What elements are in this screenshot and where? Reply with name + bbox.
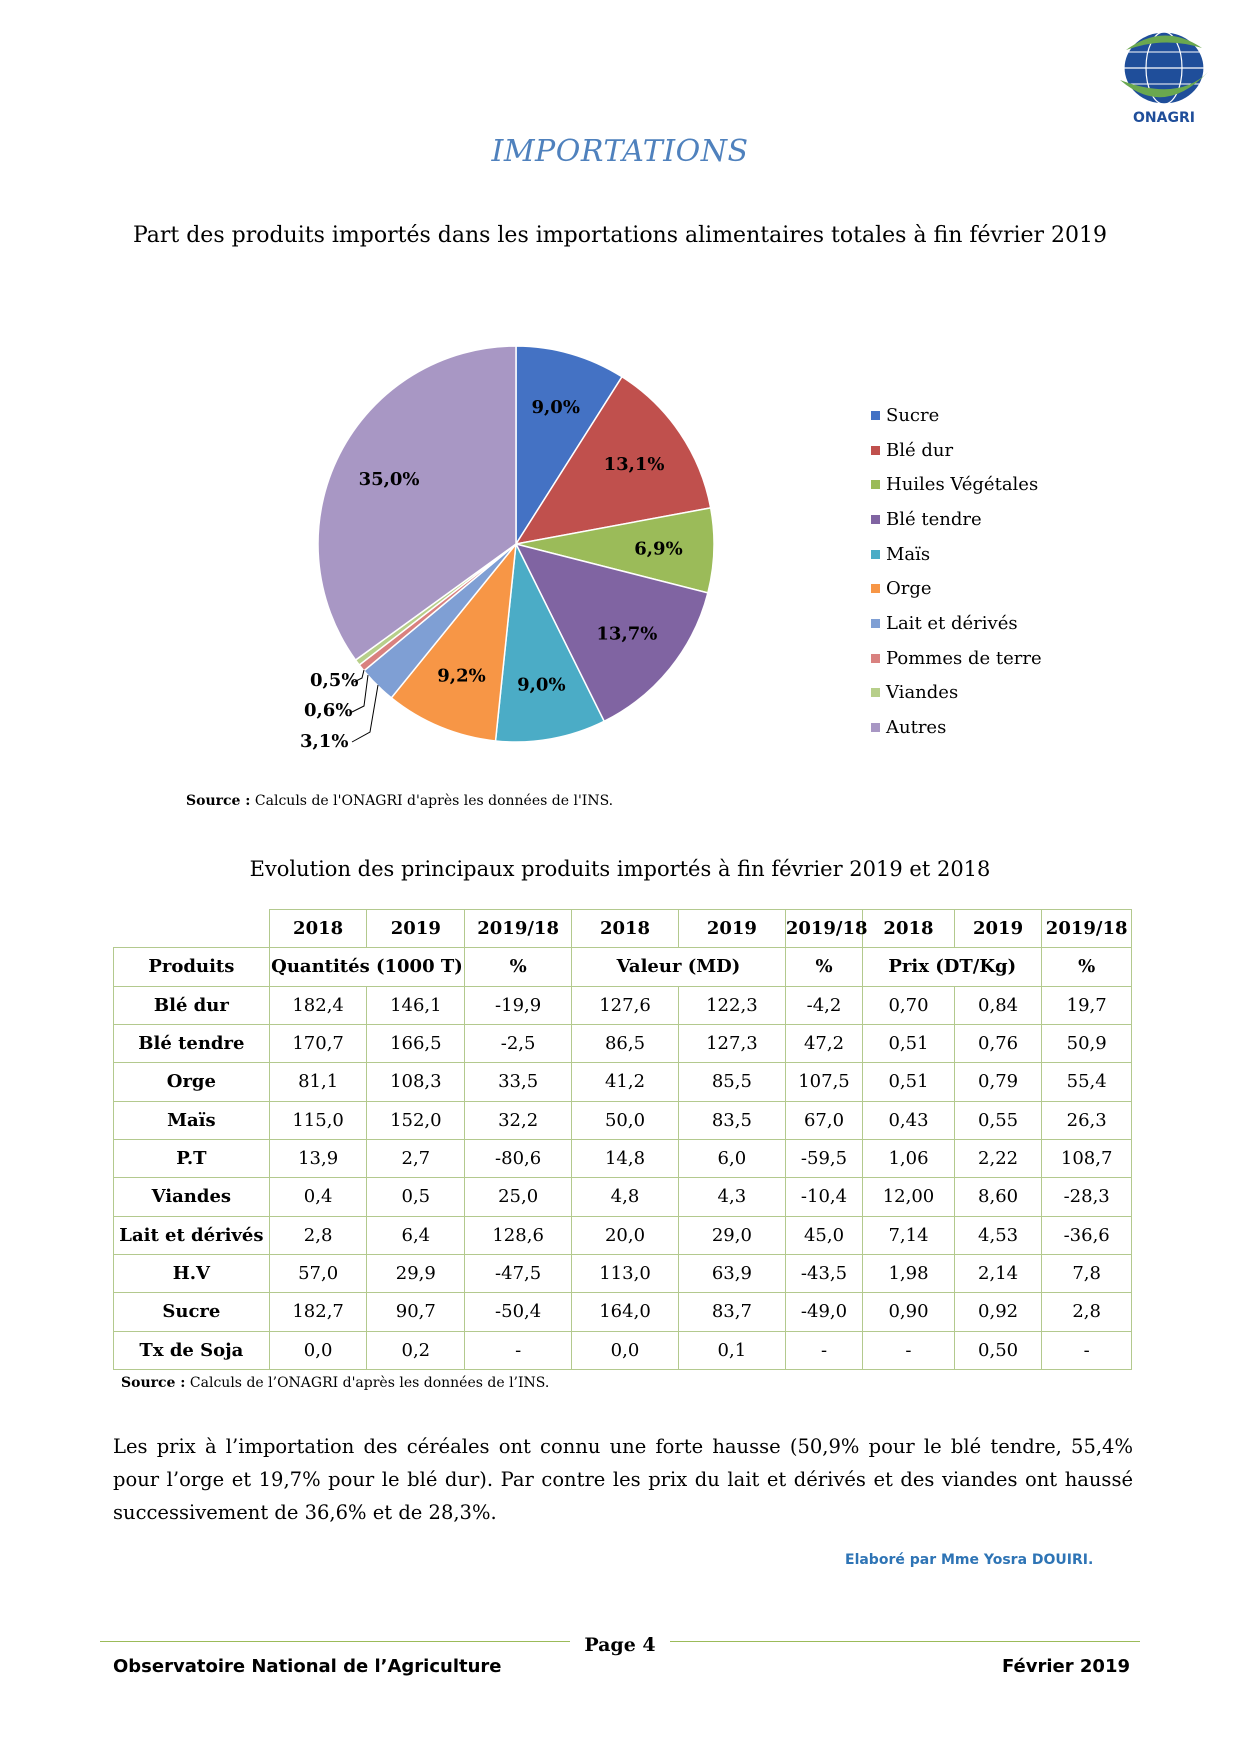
table-cell: 0,51 — [863, 1063, 955, 1101]
table-cell: 50,0 — [572, 1101, 679, 1139]
table-cell: -4,2 — [785, 986, 862, 1024]
legend-item — [871, 537, 1151, 572]
legend-item — [871, 710, 1151, 745]
analysis-paragraph: Les prix à l’importation des céréales ont connu une forte hausse (50,9% pour le blé tendre, 55,4% pour l’orge et 19,7% pour le blé dur). Par contre les prix du lait et dérivés et des viandes ont haussé successivement de 36,6% et de 28,3%. — [113, 1435, 1133, 1524]
table-cell: 0,0 — [269, 1331, 367, 1369]
table-cell: 127,3 — [678, 1024, 785, 1062]
product-name-cell: Tx de Soja — [114, 1331, 270, 1369]
table-cell: 55,4 — [1042, 1063, 1132, 1101]
table-cell: 83,5 — [678, 1101, 785, 1139]
table-cell: 128,6 — [465, 1216, 572, 1254]
table-cell: 0,1 — [678, 1331, 785, 1369]
legend-swatch — [871, 654, 880, 663]
table-cell: 146,1 — [367, 986, 465, 1024]
table-cell: 182,4 — [269, 986, 367, 1024]
year-header-cell: 2019 — [678, 910, 785, 948]
table-row — [114, 986, 1132, 1024]
table-cell: 6,4 — [367, 1216, 465, 1254]
table-cell: -2,5 — [465, 1024, 572, 1062]
product-name-cell: Sucre — [114, 1293, 270, 1331]
header-quantites: Quantités (1000 T) — [269, 948, 464, 986]
table-cell: 0,0 — [572, 1331, 679, 1369]
table-cell: 50,9 — [1042, 1024, 1132, 1062]
table-cell: -36,6 — [1042, 1216, 1132, 1254]
table-cell: 8,60 — [954, 1178, 1042, 1216]
legend-item — [871, 467, 1151, 502]
table-title: Evolution des principaux produits importés à fin février 2019 et 2018 — [249, 857, 991, 881]
table-cell: - — [465, 1331, 572, 1369]
product-name-cell: Lait et dérivés — [114, 1216, 270, 1254]
legend-swatch — [871, 515, 880, 524]
year-header-cell: 2018 — [863, 910, 955, 948]
legend-item — [871, 676, 1151, 711]
pie-data-label: 0,5% — [310, 670, 359, 691]
table-row — [114, 1063, 1132, 1101]
legend-swatch — [871, 446, 880, 455]
table-row — [114, 1178, 1132, 1216]
table-cell: -28,3 — [1042, 1178, 1132, 1216]
page-title: IMPORTATIONS — [491, 134, 749, 169]
table-cell: 12,00 — [863, 1178, 955, 1216]
table-cell: 182,7 — [269, 1293, 367, 1331]
table-cell: 170,7 — [269, 1024, 367, 1062]
legend-item — [871, 398, 1151, 433]
legend-label: Orge — [886, 578, 932, 600]
table-years-row — [114, 910, 1132, 948]
table-cell: - — [785, 1331, 862, 1369]
table-cell: 67,0 — [785, 1101, 862, 1139]
table-row — [114, 1293, 1132, 1331]
imports-table — [113, 909, 1132, 1370]
header-pct-prix: % — [1042, 948, 1132, 986]
table-cell: 45,0 — [785, 1216, 862, 1254]
table-cell: 108,3 — [367, 1063, 465, 1101]
author-credit: Elaboré par Mme Yosra DOUIRI. — [845, 1552, 1094, 1568]
table-cell: 29,9 — [367, 1254, 465, 1292]
pie-data-label: 9,2% — [437, 665, 486, 687]
table-cell: - — [1042, 1331, 1132, 1369]
legend-label: Huiles Végétales — [886, 474, 1039, 496]
table-cell: 20,0 — [572, 1216, 679, 1254]
legend-item — [871, 571, 1151, 606]
table-cell: -49,0 — [785, 1293, 862, 1331]
table-row — [114, 1216, 1132, 1254]
table-cell: 7,14 — [863, 1216, 955, 1254]
table-cell: 4,53 — [954, 1216, 1042, 1254]
pie-data-label: 0,6% — [304, 700, 353, 721]
legend-swatch — [871, 619, 880, 628]
table-cell: 166,5 — [367, 1024, 465, 1062]
legend-label: Viandes — [886, 682, 959, 704]
legend-swatch — [871, 411, 880, 420]
pie-data-label: 9,0% — [531, 397, 580, 419]
chart-legend — [871, 398, 1151, 745]
table-row — [114, 1101, 1132, 1139]
table-cell: 32,2 — [465, 1101, 572, 1139]
year-header-cell: 2019 — [954, 910, 1042, 948]
table-cell: 86,5 — [572, 1024, 679, 1062]
logo-text: ONAGRI — [1133, 110, 1195, 126]
table-cell: 1,06 — [863, 1139, 955, 1177]
year-header-cell: 2019/18 — [465, 910, 572, 948]
year-header-cell: 2019/18 — [785, 910, 862, 948]
table-cell: 164,0 — [572, 1293, 679, 1331]
table-cell: -80,6 — [465, 1139, 572, 1177]
header-pct-quantites: % — [465, 948, 572, 986]
table-cell: 2,7 — [367, 1139, 465, 1177]
legend-label: Lait et dérivés — [886, 612, 1018, 634]
table-cell: 115,0 — [269, 1101, 367, 1139]
legend-label: Pommes de terre — [886, 647, 1042, 669]
pie-data-label: 35,0% — [358, 469, 420, 491]
table-cell: 33,5 — [465, 1063, 572, 1101]
table-cell: 0,84 — [954, 986, 1042, 1024]
table-row — [114, 1024, 1132, 1062]
legend-swatch — [871, 584, 880, 593]
table-cell: 13,9 — [269, 1139, 367, 1177]
table-source-text: Calculs de l’ONAGRI d'après les données de l’INS. — [185, 1375, 550, 1391]
legend-swatch — [871, 723, 880, 732]
legend-label: Sucre — [886, 404, 940, 426]
table-cell: 29,0 — [678, 1216, 785, 1254]
header-valeur: Valeur (MD) — [572, 948, 786, 986]
year-header-cell: 2018 — [269, 910, 367, 948]
table-cell: 1,98 — [863, 1254, 955, 1292]
table-cell: 41,2 — [572, 1063, 679, 1101]
table-cell: 2,8 — [1042, 1293, 1132, 1331]
table-cell: 152,0 — [367, 1101, 465, 1139]
header-produits: Produits — [114, 948, 270, 986]
table-corner-cell — [114, 910, 270, 948]
product-name-cell: H.V — [114, 1254, 270, 1292]
table-row — [114, 1139, 1132, 1177]
table-cell: 26,3 — [1042, 1101, 1132, 1139]
legend-item — [871, 433, 1151, 468]
table-cell: 47,2 — [785, 1024, 862, 1062]
legend-item — [871, 502, 1151, 537]
legend-swatch — [871, 550, 880, 559]
table-cell: 127,6 — [572, 986, 679, 1024]
table-cell: 0,4 — [269, 1178, 367, 1216]
legend-item — [871, 641, 1151, 676]
table-cell: 0,55 — [954, 1101, 1042, 1139]
legend-item — [871, 606, 1151, 641]
table-cell: -10,4 — [785, 1178, 862, 1216]
table-cell: 57,0 — [269, 1254, 367, 1292]
legend-label: Maïs — [886, 543, 931, 565]
product-name-cell: P.T — [114, 1139, 270, 1177]
legend-label: Blé tendre — [886, 508, 982, 530]
table-cell: - — [863, 1331, 955, 1369]
table-cell: -19,9 — [465, 986, 572, 1024]
pie-chart — [0, 340, 870, 780]
chart-source-label: Source : — [186, 793, 251, 809]
table-cell: 81,1 — [269, 1063, 367, 1101]
table-cell: 63,9 — [678, 1254, 785, 1292]
table-source-label: Source : — [121, 1375, 186, 1391]
footer-rule-right — [670, 1641, 1140, 1642]
table-cell: 0,50 — [954, 1331, 1042, 1369]
table-cell: 0,92 — [954, 1293, 1042, 1331]
legend-label: Blé dur — [886, 439, 954, 461]
table-cell: 0,5 — [367, 1178, 465, 1216]
table-cell: 4,8 — [572, 1178, 679, 1216]
table-cell: 0,76 — [954, 1024, 1042, 1062]
table-cell: 122,3 — [678, 986, 785, 1024]
pie-data-label: 13,7% — [596, 623, 658, 645]
legend-swatch — [871, 480, 880, 489]
pie-data-label: 9,0% — [517, 674, 566, 696]
product-name-cell: Viandes — [114, 1178, 270, 1216]
pie-data-label: 3,1% — [300, 731, 349, 752]
table-cell: 2,8 — [269, 1216, 367, 1254]
table-cell: -43,5 — [785, 1254, 862, 1292]
table-cell: 2,14 — [954, 1254, 1042, 1292]
onagri-logo — [1118, 22, 1210, 132]
legend-swatch — [871, 688, 880, 697]
table-source — [121, 1375, 549, 1391]
product-name-cell: Blé dur — [114, 986, 270, 1024]
table-row — [114, 1254, 1132, 1292]
table-cell: -50,4 — [465, 1293, 572, 1331]
footer-rule-left — [100, 1641, 570, 1642]
table-cell: 85,5 — [678, 1063, 785, 1101]
table-cell: -47,5 — [465, 1254, 572, 1292]
table-cell: 83,7 — [678, 1293, 785, 1331]
table-cell: 0,51 — [863, 1024, 955, 1062]
table-cell: 0,90 — [863, 1293, 955, 1331]
table-cell: 108,7 — [1042, 1139, 1132, 1177]
legend-label: Autres — [886, 717, 947, 739]
table-cell: 25,0 — [465, 1178, 572, 1216]
table-cell: 0,2 — [367, 1331, 465, 1369]
table-cell: 113,0 — [572, 1254, 679, 1292]
table-cell: 0,79 — [954, 1063, 1042, 1101]
table-cell: 4,3 — [678, 1178, 785, 1216]
pie-data-label: 6,9% — [634, 538, 683, 560]
pie-data-label: 13,1% — [603, 454, 665, 476]
footer-page-number: Page 4 — [584, 1634, 656, 1656]
table-cell: 14,8 — [572, 1139, 679, 1177]
chart-source-text: Calculs de l'ONAGRI d'après les données de l'INS. — [250, 793, 614, 809]
table-cell: 107,5 — [785, 1063, 862, 1101]
pie-leader-line — [352, 685, 378, 742]
header-pct-valeur: % — [785, 948, 862, 986]
year-header-cell: 2019 — [367, 910, 465, 948]
table-cell: 2,22 — [954, 1139, 1042, 1177]
table-header-row — [114, 948, 1132, 986]
table-cell: 0,43 — [863, 1101, 955, 1139]
table-cell: 6,0 — [678, 1139, 785, 1177]
table-cell: 7,8 — [1042, 1254, 1132, 1292]
product-name-cell: Blé tendre — [114, 1024, 270, 1062]
product-name-cell: Orge — [114, 1063, 270, 1101]
chart-title: Part des produits importés dans les importations alimentaires totales à fin février 2019 — [132, 223, 1108, 248]
year-header-cell: 2018 — [572, 910, 679, 948]
table-row — [114, 1331, 1132, 1369]
footer-organization: Observatoire National de l’Agriculture — [113, 1656, 502, 1677]
table-cell: -59,5 — [785, 1139, 862, 1177]
year-header-cell: 2019/18 — [1042, 910, 1132, 948]
chart-source — [186, 793, 613, 809]
header-prix: Prix (DT/Kg) — [863, 948, 1042, 986]
table-cell: 0,70 — [863, 986, 955, 1024]
product-name-cell: Maïs — [114, 1101, 270, 1139]
table-cell: 19,7 — [1042, 986, 1132, 1024]
footer-date: Février 2019 — [1001, 1656, 1130, 1677]
table-cell: 90,7 — [367, 1293, 465, 1331]
